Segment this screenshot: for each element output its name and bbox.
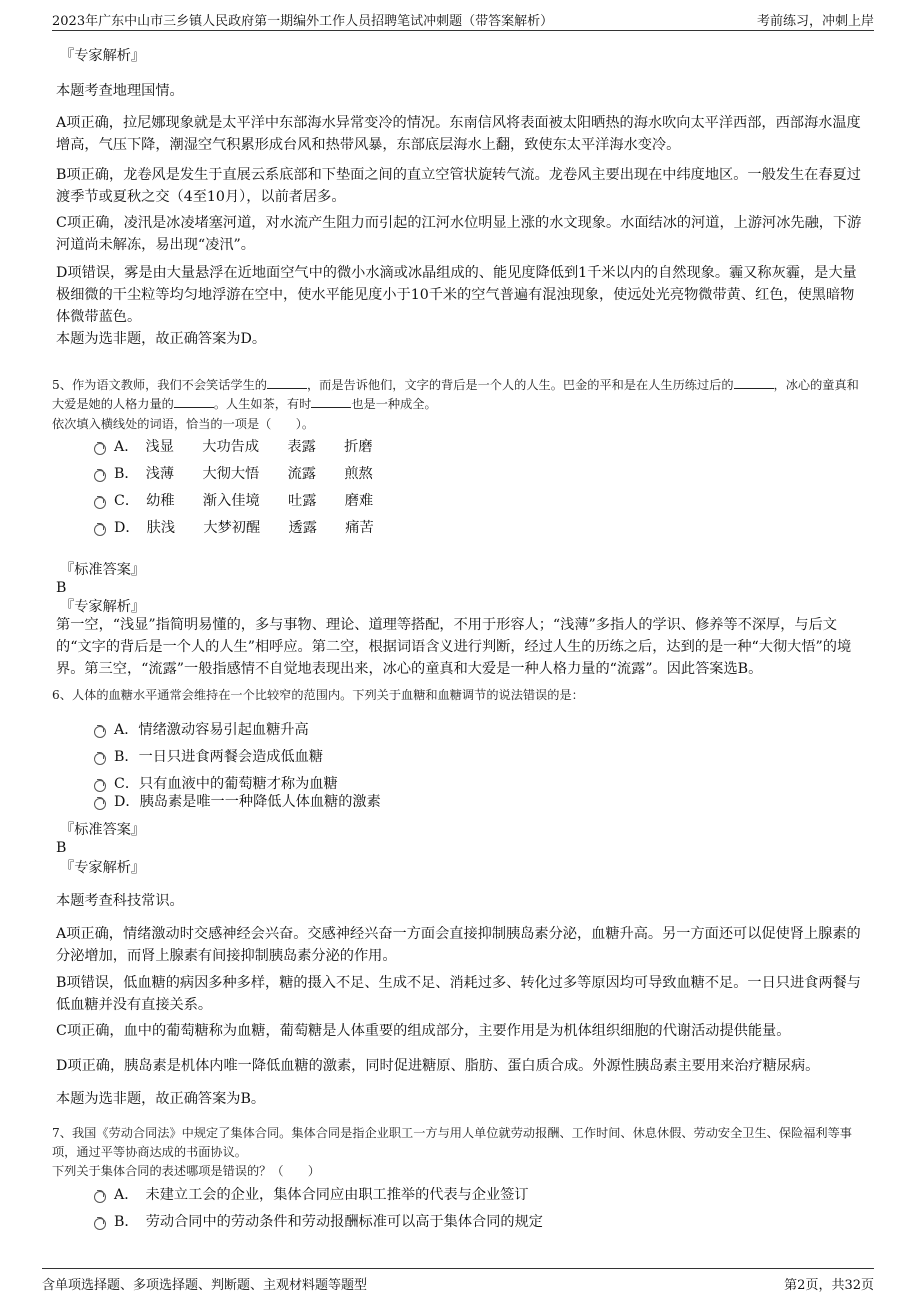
analysis-option-b: B项错误，低血糖的病因多种多样，糖的摄入不足、生成不足、消耗过多、转化过多等原因均可导致血糖不足。一日只进食两餐与低血糖并没有直接关系。 bbox=[56, 975, 861, 1013]
standard-answer: B bbox=[56, 840, 67, 856]
radio-icon[interactable] bbox=[94, 497, 106, 509]
standard-answer-label: 『标准答案』 bbox=[60, 562, 146, 578]
footer-question-types: 含单项选择题、多项选择题、判断题、主观材料题等题型 bbox=[42, 1278, 368, 1293]
question-6-stem: 6、人体的血糖水平通常会维持在一个比较窄的范围内。下列关于血糖和血糖调节的说法错误的是： bbox=[52, 688, 584, 702]
expert-analysis-label: 『专家解析』 bbox=[60, 48, 146, 64]
analysis-intro: 本题考查地理国情。 bbox=[56, 83, 184, 99]
standard-answer-label: 『标准答案』 bbox=[60, 822, 146, 838]
radio-icon[interactable] bbox=[94, 1191, 106, 1203]
radio-icon[interactable] bbox=[94, 798, 106, 810]
document-title: 2023年广东中山市三乡镇人民政府第一期编外工作人员招聘笔试冲刺题（带答案解析） bbox=[52, 13, 554, 29]
analysis-conclusion: 本题为选非题，故正确答案为B。 bbox=[56, 1091, 266, 1107]
blank bbox=[174, 407, 214, 408]
q5-option-c[interactable]: C． 幼稚 渐入佳境 吐露 磨难 bbox=[94, 491, 373, 511]
radio-icon[interactable] bbox=[94, 780, 106, 792]
radio-icon[interactable] bbox=[94, 470, 106, 482]
page-footer bbox=[42, 1268, 874, 1293]
analysis-option-b: B项正确，龙卷风是发生于直展云系底部和下垫面之间的直立空管状旋转气流。龙卷风主要出现在中纬度地区。一般发生在春夏过渡季节或夏秋之交（4至10月），以前者居多。 bbox=[56, 167, 861, 205]
radio-icon[interactable] bbox=[94, 1218, 106, 1230]
radio-icon[interactable] bbox=[94, 753, 106, 765]
analysis-conclusion: 本题为选非题，故正确答案为D。 bbox=[56, 331, 267, 347]
q6-option-d[interactable]: D．胰岛素是唯一一种降低人体血糖的激素 bbox=[94, 792, 381, 812]
question-5-stem: 5、作为语文教师，我们不会笑话学生的 ，而是告诉他们，文字的背后是一个人的人生。巴金的平和是在人生历练过后的 ，冰心的童真和大爱是她的人格力量的 。人生如茶，有时 也是一种成全。 bbox=[52, 378, 859, 411]
q7-option-b[interactable]: B． 劳动合同中的劳动条件和劳动报酬标准可以高于集体合同的规定 bbox=[94, 1212, 543, 1232]
q5-option-d[interactable]: D． 肤浅 大梦初醒 透露 痛苦 bbox=[94, 518, 374, 538]
q5-option-a[interactable]: A． 浅显 大功告成 表露 折磨 bbox=[94, 437, 373, 457]
header-slogan: 考前练习，冲刺上岸 bbox=[756, 13, 874, 29]
question-7-prompt: 下列关于集体合同的表述哪项是错误的？（ ） bbox=[52, 1164, 321, 1178]
blank bbox=[311, 407, 351, 408]
question-5-analysis: 第一空，“浅显”指简明易懂的，多与事物、理论、道理等搭配，不用于形容人；“浅薄”多指人的学识、修养等不深厚，与后文的“文字的背后是一个人的人生”相呼应。第二空，根据词语含义进行判断，经过人生的历练之后，达到的是一种“大彻大悟”的境界。第三空，“流露”一般指感情不自觉地表现出来，冰心的童真和大爱是一种人格力量的“流露”。因此答案选B。 bbox=[56, 617, 852, 677]
q6-option-b[interactable]: B．一日只进食两餐会造成低血糖 bbox=[94, 747, 323, 767]
analysis-option-c: C项正确，凌汛是冰凌堵塞河道，对水流产生阻力而引起的江河水位明显上涨的水文现象。水面结冰的河道，上游河冰先融，下游河道尚未解冻，易出现“凌汛”。 bbox=[56, 215, 862, 253]
analysis-option-c: C项正确，血中的葡萄糖称为血糖，葡萄糖是人体重要的组成部分，主要作用是为机体组织细胞的代谢活动提供能量。 bbox=[56, 1023, 791, 1039]
q7-option-a[interactable]: A． 未建立工会的企业，集体合同应由职工推举的代表与企业签订 bbox=[94, 1185, 529, 1205]
radio-icon[interactable] bbox=[94, 443, 106, 455]
expert-analysis-label: 『专家解析』 bbox=[60, 599, 146, 615]
page-number: 第2页，共32页 bbox=[784, 1278, 874, 1293]
blank bbox=[734, 388, 774, 389]
page-header bbox=[52, 8, 874, 31]
question-5-prompt: 依次填入横线处的词语，恰当的一项是（ ）。 bbox=[52, 417, 315, 431]
expert-analysis-label: 『专家解析』 bbox=[60, 860, 146, 876]
q6-option-c[interactable]: C．只有血液中的葡萄糖才称为血糖 bbox=[94, 774, 338, 794]
analysis-option-a: A项正确，情绪激动时交感神经会兴奋。交感神经兴奋一方面会直接抑制胰岛素分泌，血糖升高。另一方面还可以促使肾上腺素的分泌增加，而肾上腺素有间接抑制胰岛素分泌的作用。 bbox=[56, 926, 861, 964]
analysis-option-d: D项错误，雾是由大量悬浮在近地面空气中的微小水滴或冰晶组成的、能见度降低到1千米以内的自然现象。霾又称灰霾，是大量极细微的干尘粒等均匀地浮游在空中，使水平能见度小于10千米的空气普遍有混浊现象，使远处光亮物微带黄、红色，使黑暗物体微带蓝色。 bbox=[56, 265, 857, 325]
standard-answer: B bbox=[56, 580, 67, 596]
question-7-stem: 7、我国《劳动合同法》中规定了集体合同。集体合同是指企业职工一方与用人单位就劳动报酬、工作时间、休息休假、劳动安全卫生、保险福利等事项，通过平等协商达成的书面协议。 bbox=[52, 1126, 852, 1159]
blank bbox=[267, 388, 307, 389]
radio-icon[interactable] bbox=[94, 726, 106, 738]
q6-option-a[interactable]: A．情绪激动容易引起血糖升高 bbox=[94, 720, 309, 740]
analysis-option-a: A项正确，拉尼娜现象就是太平洋中东部海水异常变冷的情况。东南信风将表面被太阳晒热的海水吹向太平洋西部，西部海水温度增高，气压下降，潮湿空气积累形成台风和热带风暴，东部底层海水上翻，致使东太平洋海水变冷。 bbox=[56, 115, 861, 153]
q5-option-b[interactable]: B． 浅薄 大彻大悟 流露 煎熬 bbox=[94, 464, 373, 484]
analysis-intro: 本题考查科技常识。 bbox=[56, 893, 184, 909]
radio-icon[interactable] bbox=[94, 524, 106, 536]
analysis-option-d: D项正确，胰岛素是机体内唯一降低血糖的激素，同时促进糖原、脂肪、蛋白质合成。外源性胰岛素主要用来治疗糖尿病。 bbox=[56, 1058, 820, 1074]
